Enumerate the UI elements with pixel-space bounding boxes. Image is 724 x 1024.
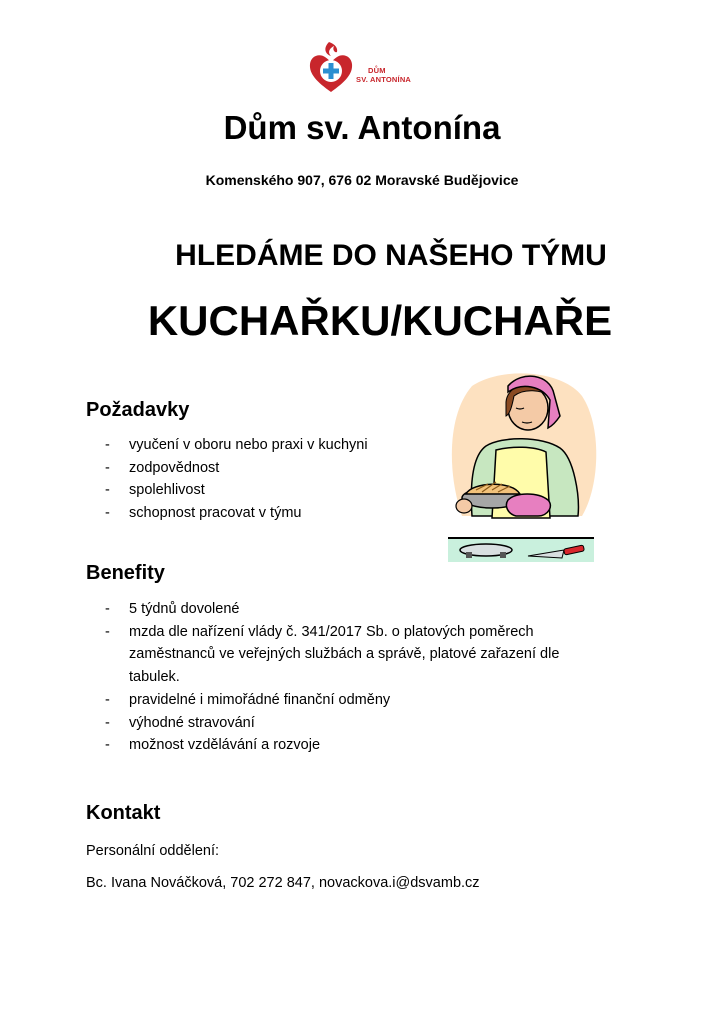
- requirement-text: zodpovědnost: [129, 459, 220, 476]
- bullet: -: [105, 691, 110, 708]
- logo-line-1: DŮM: [368, 66, 386, 75]
- address: Komenského 907, 676 02 Moravské Budějovice: [205, 172, 519, 188]
- contact-heading: Kontakt: [86, 802, 161, 824]
- bullet: -: [105, 601, 110, 617]
- list-item: [0, 502, 599, 525]
- benefit-text: pravidelné i mimořádné finanční odměny: [129, 691, 391, 708]
- bullet: -: [105, 737, 110, 754]
- logo: [307, 40, 427, 94]
- bullet: -: [105, 482, 110, 499]
- list-item: [0, 434, 599, 457]
- hiring-headline: HLEDÁME DO NAŠEHO TÝMU: [175, 239, 607, 272]
- requirements-list: [0, 434, 599, 525]
- bullet: -: [105, 505, 110, 522]
- logo-text: [356, 66, 411, 84]
- list-item: [0, 734, 599, 757]
- position-title: KUCHAŘKU/KUCHAŘE: [147, 297, 613, 344]
- list-item: [0, 689, 599, 712]
- bullet: -: [105, 437, 110, 453]
- list-item: [0, 598, 599, 621]
- list-item: [0, 479, 599, 502]
- heart-cross-logo-icon: [307, 40, 355, 94]
- benefit-text: mzda dle nařízení vlády č. 341/2017 Sb. o platových poměrech zaměstnanců ve veřejných službách a správě, platové zařazení dle tabulek.: [129, 623, 560, 686]
- requirement-text: vyučení v oboru nebo praxi v kuchyni: [129, 437, 368, 453]
- benefit-text: výhodné stravování: [129, 714, 255, 731]
- list-item: [0, 457, 599, 480]
- organization-name: Dům sv. Antonína: [223, 109, 501, 146]
- requirement-text: spolehlivost: [129, 482, 205, 499]
- requirement-text: schopnost pracovat v týmu: [129, 505, 302, 522]
- contact-department: Personální oddělení:: [86, 843, 220, 859]
- bullet: -: [105, 623, 110, 640]
- benefits-list: [0, 598, 599, 757]
- list-item: [0, 621, 599, 689]
- logo-line-2: SV. ANTONÍNA: [356, 75, 412, 84]
- list-item: [0, 712, 599, 735]
- contact-details: Bc. Ivana Nováčková, 702 272 847, novackova.i@dsvamb.cz: [86, 875, 480, 891]
- benefits-heading: Benefity: [86, 562, 165, 584]
- bullet: -: [105, 459, 110, 476]
- bullet: -: [105, 714, 110, 731]
- benefit-text: možnost vzdělávání a rozvoje: [129, 737, 321, 754]
- requirements-heading: Požadavky: [86, 399, 190, 421]
- benefit-text: 5 týdnů dovolené: [129, 601, 240, 617]
